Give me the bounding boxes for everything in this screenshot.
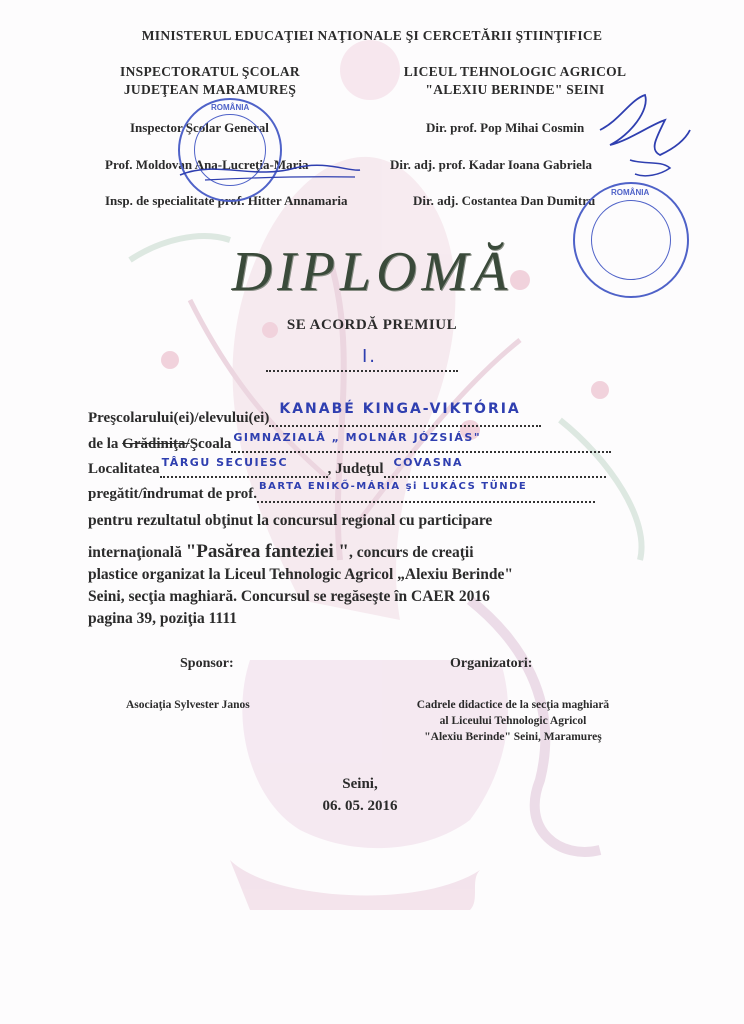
place: Seini, xyxy=(342,776,378,792)
ministry-heading: MINISTERUL EDUCAŢIEI NAŢIONALE ŞI CERCETĂRII ŞTIINŢIFICE xyxy=(141,28,603,43)
body-line4: Seini, secţia maghiară. Concursul se regăseşte în CAER 2016 xyxy=(88,588,490,605)
county-label: Judeţul xyxy=(335,461,384,477)
stamp-text-right: ROMÂNIA xyxy=(611,188,650,197)
student-label: Preşcolarului(ei)/elevului(ei) xyxy=(88,410,270,426)
school-line2: "ALEXIU BERINDE" SEINI xyxy=(425,82,605,97)
school-name: GIMNAZIALĂ „ MOLNÁR JÓZSIÁS" xyxy=(233,431,482,444)
prize-line xyxy=(266,346,458,372)
school-row xyxy=(88,431,611,453)
school-label: Şcoala xyxy=(189,436,232,452)
sponsor-name: Asociaţia Sylvester Janos xyxy=(126,699,250,711)
deputy-director-2: Dir. adj. Costantea Dan Dumitru xyxy=(413,193,596,208)
teacher-row xyxy=(88,481,595,503)
deputy-director-1: Dir. adj. prof. Kadar Ioana Gabriela xyxy=(390,157,593,172)
inspector-signature xyxy=(175,150,365,190)
student-row xyxy=(88,401,541,427)
contest-name: "Pasărea fanteziei " xyxy=(185,541,349,562)
student-name: KANABÉ KINGA-VIKTÓRIA xyxy=(279,401,521,417)
locality-value: TÂRGU SECUIESC xyxy=(161,456,289,469)
inspector-general-name: Prof. Moldovan Ana-Lucreţia-Maria xyxy=(105,157,309,172)
body-line2-post: , concurs de creaţii xyxy=(348,544,474,561)
director-name: Dir. prof. Pop Mihai Cosmin xyxy=(426,120,585,135)
award-subtitle: SE ACORDĂ PREMIUL xyxy=(286,317,458,333)
locality-row: Localitatea TÂRGU SECUIESC , Judeţul COVASNA xyxy=(88,461,606,478)
stamp-text-left: ROMÂNIA xyxy=(211,103,250,112)
school-label-struck: Grădiniţa/ xyxy=(122,436,190,452)
teacher-label: pregătit/îndrumat de prof. xyxy=(88,486,258,502)
sponsor-label: Sponsor: xyxy=(180,656,234,671)
locality-label: Localitatea xyxy=(88,461,160,477)
date: 06. 05. 2016 xyxy=(322,798,398,814)
director-signature xyxy=(590,90,700,200)
body-line3: plastice organizat la Liceul Tehnologic Agricol „Alexiu Berinde" xyxy=(88,566,513,583)
organizers-block xyxy=(380,697,646,745)
prize-value: I. xyxy=(362,346,378,367)
organizers-label: Organizatori: xyxy=(450,656,533,671)
body-line2-pre: internaţională xyxy=(88,544,186,561)
school-label-pre: de la xyxy=(88,436,123,452)
body-line2 xyxy=(88,541,648,564)
teacher-names: BARTA ENIKŐ-MÁRIA şi LUKÁCS TÜNDE xyxy=(259,481,528,492)
inspectorate-line1: INSPECTORATUL ŞCOLAR xyxy=(120,64,300,79)
award-body xyxy=(88,510,648,630)
school-line1: LICEUL TEHNOLOGIC AGRICOL xyxy=(403,64,627,79)
diploma-title: DIPLOMĂ xyxy=(231,241,513,303)
body-line1: pentru rezultatul obţinut la concursul regional cu participare xyxy=(88,512,493,529)
inspectorate-line2: JUDEŢEAN MARAMUREŞ xyxy=(123,82,297,97)
organizers-line1: Cadrele didactice de la secţia maghiară xyxy=(416,699,610,711)
county-value: COVASNA xyxy=(393,456,464,469)
inspector-general-label: Inspector Şcolar General xyxy=(130,120,269,135)
organizers-line2: al Liceului Tehnologic Agricol xyxy=(439,715,587,727)
organizers-line3: "Alexiu Berinde" Seini, Maramureş xyxy=(424,731,602,743)
body-line5: pagina 39, poziţia 1111 xyxy=(88,610,238,627)
specialist-inspector: Insp. de specialitate prof. Hitter Annamaria xyxy=(105,193,348,208)
